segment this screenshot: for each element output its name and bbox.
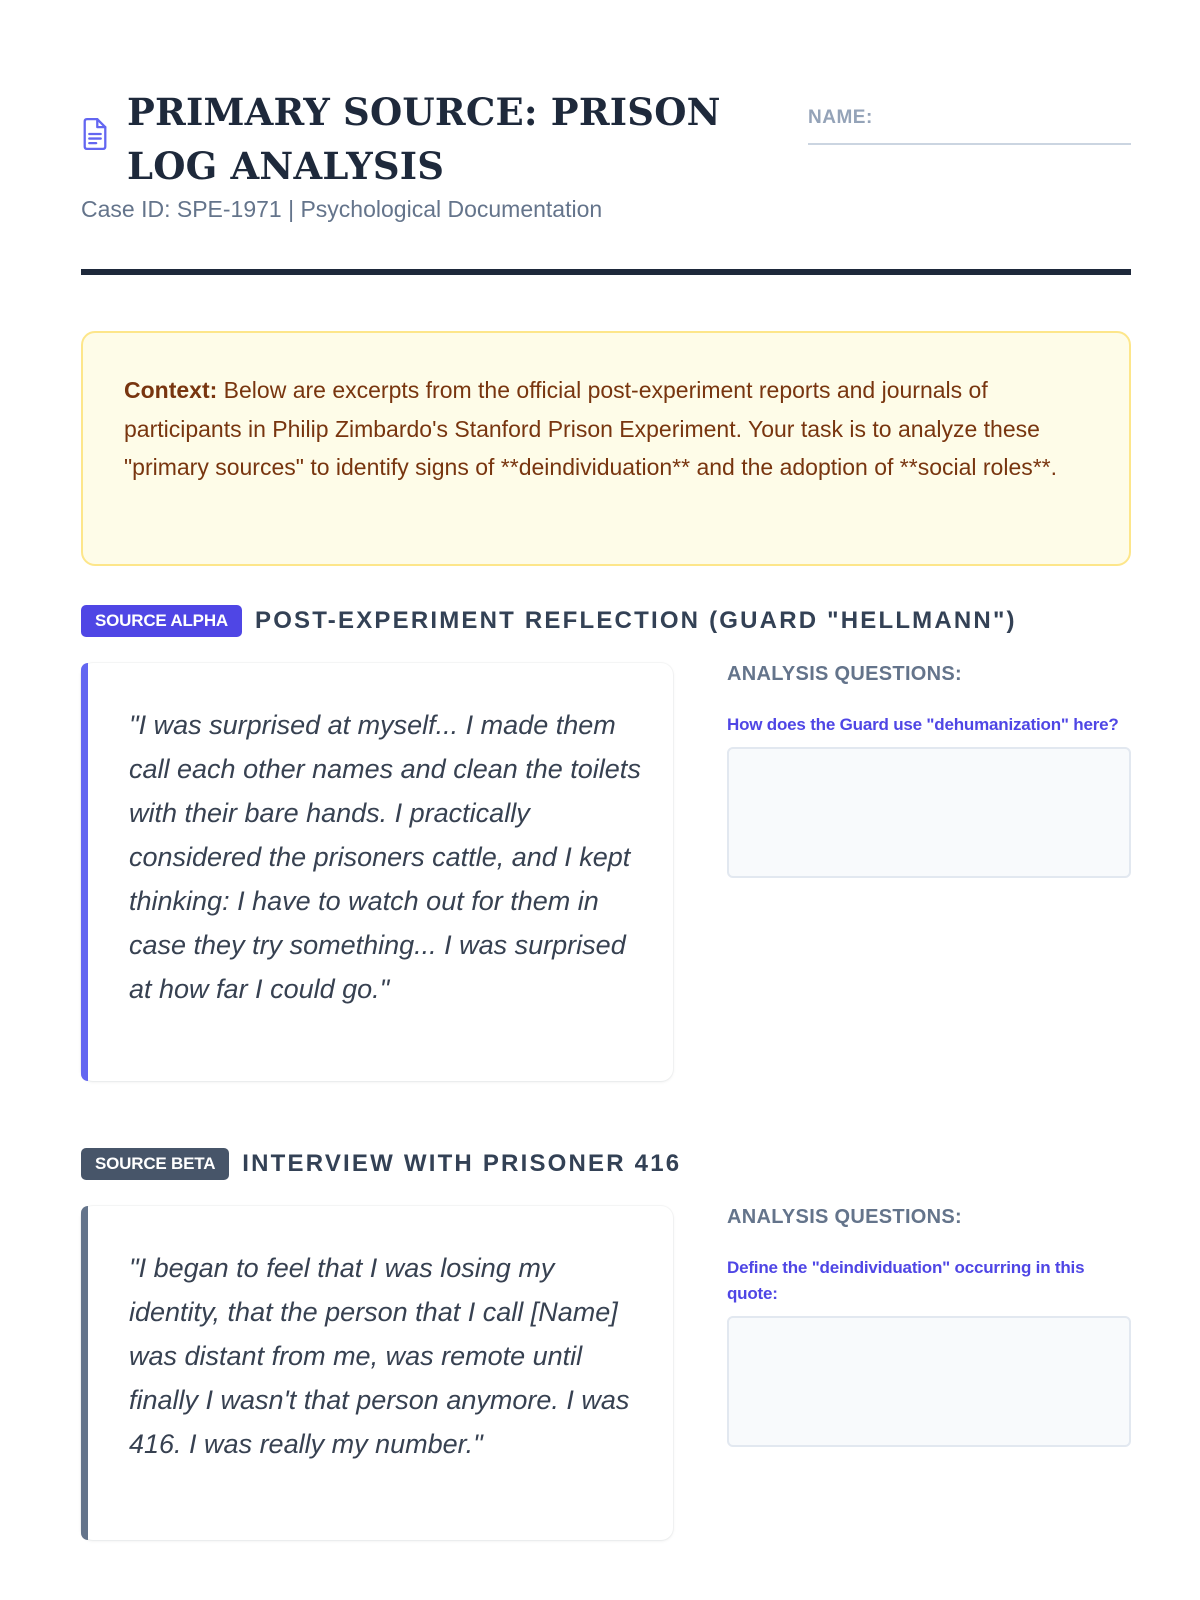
source-beta-answer-box[interactable]	[727, 1316, 1131, 1447]
source-alpha-badge: SOURCE ALPHA	[81, 605, 242, 637]
source-beta-question: Define the "deindividuation" occurring in this quote:	[727, 1258, 1085, 1303]
page-title: PRIMARY SOURCE: PRISON LOG ANALYSIS	[127, 90, 721, 188]
case-subtitle: Case ID: SPE-1971 | Psychological Documentation	[81, 196, 603, 222]
worksheet-header	[81, 85, 1131, 275]
source-beta-questions	[727, 1206, 1131, 1447]
source-alpha-answer-box[interactable]	[727, 747, 1131, 878]
source-beta-quote	[81, 1206, 673, 1540]
context-label: Context:	[124, 377, 218, 403]
analysis-questions-heading: ANALYSIS QUESTIONS:	[727, 663, 962, 685]
source-alpha-heading	[81, 605, 1017, 637]
source-alpha-title: POST-EXPERIMENT REFLECTION (GUARD "HELLMANN")	[254, 607, 1017, 634]
source-beta-heading	[81, 1148, 681, 1180]
analysis-questions-heading: ANALYSIS QUESTIONS:	[727, 1206, 962, 1228]
context-box	[81, 331, 1131, 566]
source-beta-title: INTERVIEW WITH PRISONER 416	[242, 1150, 682, 1177]
source-beta-badge: SOURCE BETA	[81, 1148, 229, 1180]
name-label: NAME:	[808, 107, 873, 128]
source-alpha-quote-text: "I was surprised at myself... I made them call each other names and clean the toilets with their bare hands. I practically considered the prisoners cattle, and I kept thinking: I have to watch out for them in case they try something... I was surprised at how far I could go."	[129, 710, 641, 1004]
source-beta-quote-text: "I began to feel that I was losing my identity, that the person that I call [Name] was distant from me, was remote until finally I wasn't that person anymore. I was 416. I was really my number."	[129, 1253, 630, 1459]
document-icon	[81, 118, 109, 150]
header-divider	[81, 269, 1131, 275]
source-alpha-quote	[81, 663, 673, 1081]
context-text: Below are excerpts from the official post-experiment reports and journals of participants in Philip Zimbardo's Stanford Prison Experiment. Your task is to analyze these "primary sources" to identify signs of **deindividuation** and the adoption of **social roles**.	[124, 377, 1058, 480]
name-field[interactable]	[808, 107, 1131, 145]
source-alpha-question: How does the Guard use "dehumanization" here?	[727, 715, 1119, 734]
source-alpha-questions	[727, 663, 1131, 878]
